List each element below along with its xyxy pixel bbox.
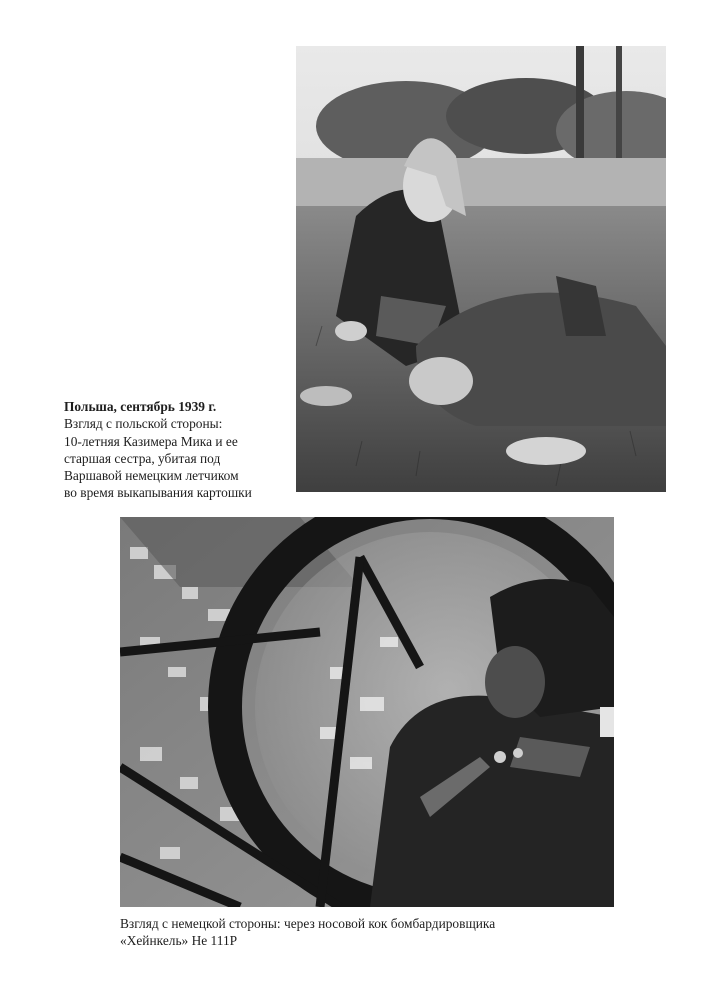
caption-title: Польша, сентябрь 1939 г.: [64, 399, 217, 414]
bottom-photograph: [120, 517, 614, 907]
caption-line: во время выкапывания картошки: [64, 485, 252, 501]
top-photograph-image: [296, 46, 666, 492]
bottom-photograph-image: [120, 517, 614, 907]
caption-line: старшая сестра, убитая под: [64, 450, 221, 466]
caption-line: 10-летняя Казимера Мика и ее: [64, 433, 238, 449]
top-photo-caption: [64, 398, 294, 502]
caption-line: Взгляд с польской стороны:: [64, 416, 223, 432]
caption-line: Варшавой немецким летчиком: [64, 468, 239, 484]
caption-line: «Хейнкель» He 111P: [120, 933, 238, 949]
caption-line: Взгляд с немецкой стороны: через носовой кок бомбардировщика: [120, 916, 496, 931]
bottom-photo-caption: [120, 915, 680, 950]
top-photograph: [296, 46, 666, 492]
